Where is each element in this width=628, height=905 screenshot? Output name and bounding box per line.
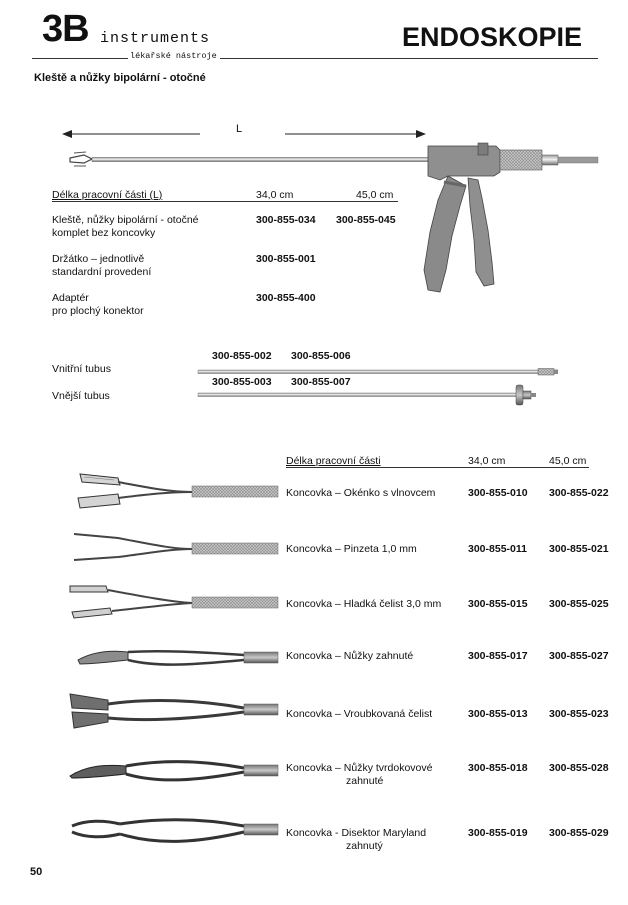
row-line1: Adaptér [52,292,89,304]
tip-image-okenko [78,474,278,508]
row-line2: standardní provedení [52,266,152,278]
table2-row-code2: 300-855-021 [549,543,609,555]
row-line1: Držátko – jednotlivě [52,253,145,265]
table2-row-code1: 300-855-015 [468,598,528,610]
table2-row-desc: Koncovka – Okénko s vlnovcem [286,487,436,499]
table2-row-desc: Koncovka – Vroubkovaná čelist [286,708,433,720]
tip-image-vroubkovana-celist [70,694,278,728]
table1-row-complete-desc [52,214,199,240]
table2-header-rule [286,467,589,468]
table2-row-code2: 300-855-025 [549,598,609,610]
row-line1: Koncovka – Nůžky tvrdokovové [286,762,433,774]
table2-header-label: Délka pracovní části [286,455,381,467]
row-line2: zahnuté [346,775,384,787]
logo-3b: 3B [42,8,89,50]
inner-tube-code1: 300-855-002 [212,350,272,362]
table2-row-code2: 300-855-022 [549,487,609,499]
inner-tube-image [198,369,558,376]
outer-tube-label: Vnější tubus [52,390,110,402]
tip-image-nuzky-tvrdokovove [70,762,278,780]
logo-subtitle: lékařské nástroje [130,51,217,61]
tip-image-hladka-celist [70,586,278,618]
table2-row-code2: 300-855-028 [549,762,609,774]
tip-image-nuzky-zahnute [78,651,278,664]
tip-image-disektor-maryland [72,820,278,842]
table1-row-adapter-desc [52,292,144,318]
table2-row-desc [286,762,433,788]
table2-row-desc: Koncovka – Nůžky zahnuté [286,650,414,662]
table2-row-desc: Koncovka – Pinzeta 1,0 mm [286,543,417,555]
table2-row-code1: 300-855-019 [468,827,528,839]
table2-row-desc: Koncovka – Hladká čelist 3,0 mm [286,598,442,610]
table1-header-label: Délka pracovní části (L) [52,189,163,201]
inner-tube-code2: 300-855-006 [291,350,351,362]
table2-header-col2: 45,0 cm [549,455,587,467]
table1-row-handle-code1: 300-855-001 [256,253,316,265]
table2-row-code1: 300-855-013 [468,708,528,720]
table2-row-code1: 300-855-018 [468,762,528,774]
row-line2: zahnutý [346,840,383,852]
table1-row-adapter-code1: 300-855-400 [256,292,316,304]
row-line1: Kleště, nůžky bipolární - otočné [52,214,199,226]
row-line1: Koncovka - Disektor Maryland [286,827,427,839]
table1-row-complete-code1: 300-855-034 [256,214,316,226]
table2-row-code2: 300-855-027 [549,650,609,662]
table1-header-col2: 45,0 cm [356,189,394,201]
row-line2: komplet bez koncovky [52,227,156,239]
length-dimension-arrows [62,130,426,138]
table2-row-code2: 300-855-029 [549,827,609,839]
table1-header-rule [52,201,398,202]
tip-image-pinzeta [74,534,278,560]
outer-tube-code1: 300-855-003 [212,376,272,388]
row-line2: pro plochý konektor [52,305,144,317]
table2-header-col1: 34,0 cm [468,455,506,467]
table2-row-code1: 300-855-011 [468,543,527,555]
section-title: Kleště a nůžky bipolární - otočné [34,72,206,84]
table1-header-col1: 34,0 cm [256,189,294,201]
logo-wordmark: instruments [100,30,211,47]
length-label: L [236,123,243,135]
table1-row-handle-desc [52,253,151,279]
inner-tube-label: Vnitřní tubus [52,363,111,375]
table2-row-code1: 300-855-010 [468,487,528,499]
outer-tube-code2: 300-855-007 [291,376,351,388]
table2-row-code2: 300-855-023 [549,708,609,720]
table1-row-complete-code2: 300-855-045 [336,214,396,226]
table2-row-desc [286,827,426,853]
page-title: ENDOSKOPIE [401,22,582,52]
page-number: 50 [30,866,43,878]
table2-row-code1: 300-855-017 [468,650,528,662]
